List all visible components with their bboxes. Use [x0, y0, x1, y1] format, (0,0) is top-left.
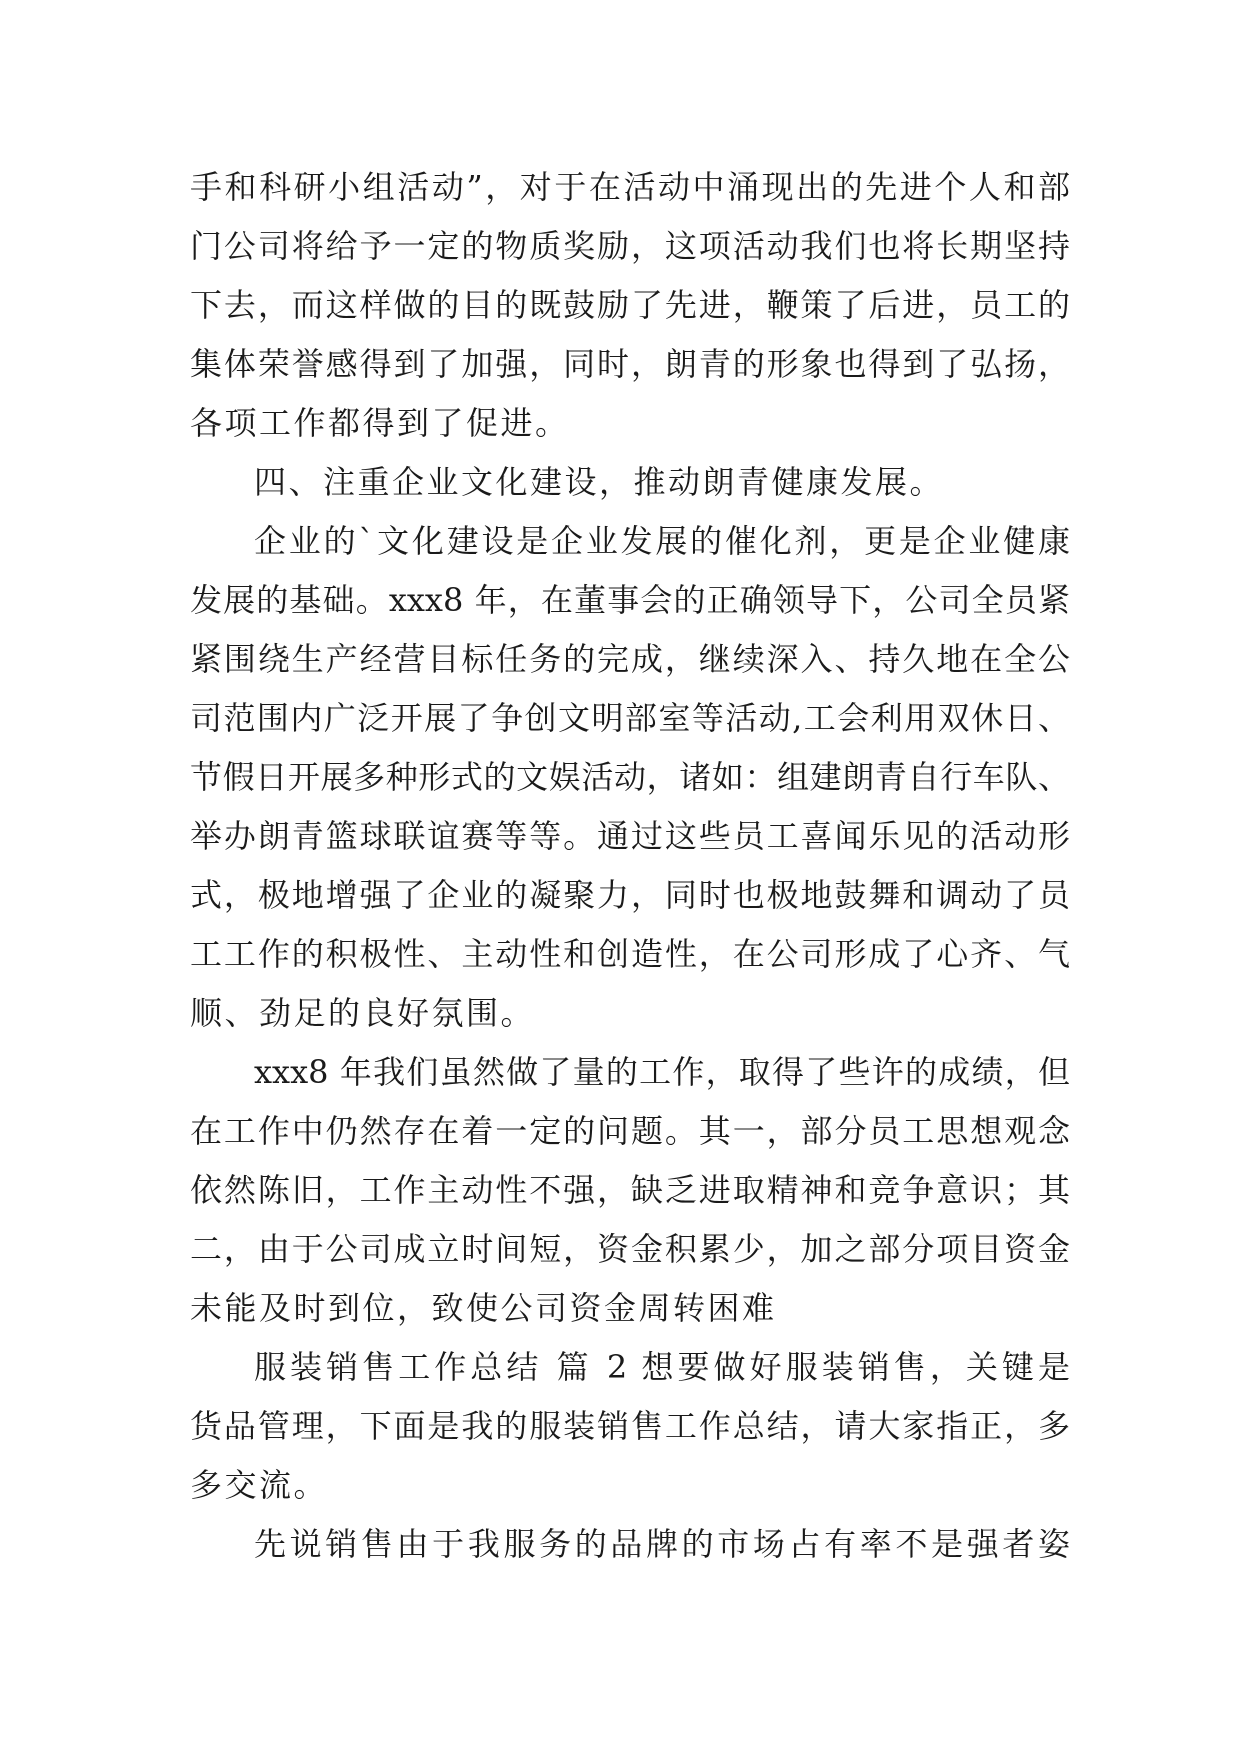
text-line: 服装销售工作总结 篇 2 想要做好服装销售，关键是 — [254, 1348, 1070, 1386]
text-line: 二，由于公司成立时间短，资金积累少，加之部分项目资金 — [190, 1230, 1070, 1268]
text-line: xxx8 年我们虽然做了量的工作，取得了些许的成绩，但 — [254, 1053, 1070, 1091]
text-line: 顺、劲足的良好氛围。 — [190, 994, 536, 1032]
text-line: 各项工作都得到了促进。 — [190, 404, 570, 442]
text-line: 下去，而这样做的目的既鼓励了先进，鞭策了后进，员工的 — [190, 286, 1070, 324]
text-line: 工工作的积极性、主动性和创造性，在公司形成了心齐、气 — [190, 935, 1070, 973]
text-line: 手和科研小组活动”，对于在活动中涌现出的先进个人和部 — [190, 168, 1070, 206]
text-line: 四、注重企业文化建设，推动朗青健康发展。 — [254, 463, 945, 501]
text-line: 货品管理，下面是我的服装销售工作总结，请大家指正，多 — [190, 1407, 1070, 1445]
text-line: 集体荣誉感得到了加强，同时，朗青的形象也得到了弘扬， — [190, 345, 1070, 383]
text-line: 司范围内广泛开展了争创文明部室等活动,工会利用双休日、 — [190, 699, 1070, 737]
text-line: 门公司将给予一定的物质奖励，这项活动我们也将长期坚持 — [190, 227, 1070, 265]
text-line: 式，极地增强了企业的凝聚力，同时也极地鼓舞和调动了员 — [190, 876, 1070, 914]
text-line: 紧围绕生产经营目标任务的完成，继续深入、持久地在全公 — [190, 640, 1070, 678]
text-line: 未能及时到位，致使公司资金周转困难 — [190, 1289, 777, 1327]
text-line: 节假日开展多种形式的文娱活动，诸如：组建朗青自行车队、 — [190, 758, 1070, 796]
text-line: 多交流。 — [190, 1466, 329, 1504]
text-line: 依然陈旧，工作主动性不强，缺乏进取精神和竞争意识；其 — [190, 1171, 1070, 1209]
text-line: 先说销售由于我服务的品牌的市场占有率不是强者姿 — [254, 1525, 1070, 1563]
text-line: 企业的`文化建设是企业发展的催化剂，更是企业健康 — [254, 522, 1070, 560]
text-line: 在工作中仍然存在着一定的问题。其一，部分员工思想观念 — [190, 1112, 1070, 1150]
document-body — [190, 158, 1070, 1574]
text-line: 举办朗青篮球联谊赛等等。通过这些员工喜闻乐见的活动形 — [190, 817, 1070, 855]
text-line: 发展的基础。xxx8 年，在董事会的正确领导下，公司全员紧 — [190, 581, 1070, 619]
